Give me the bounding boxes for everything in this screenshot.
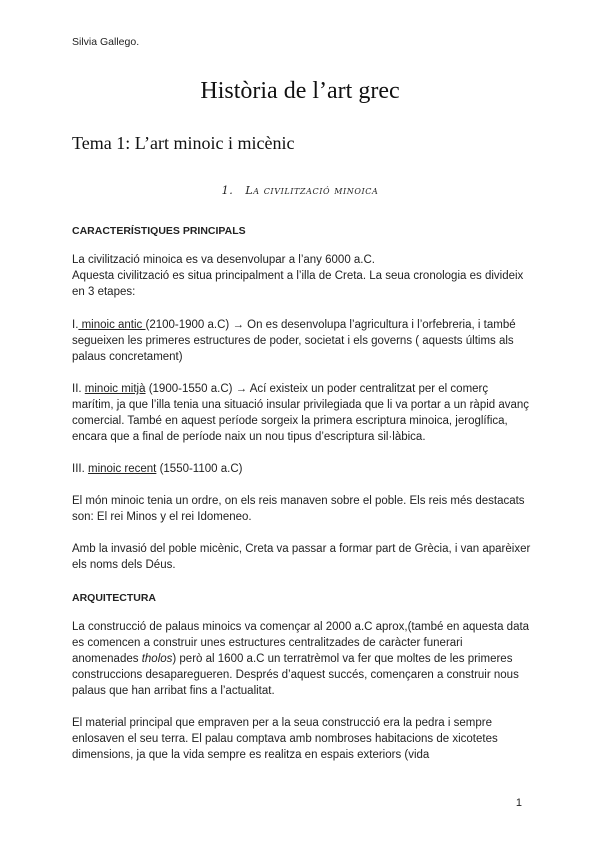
architecture-p1-text-b: ) però al 1600 a.C un terratrèmol va fer que moltes de les primeres construccions desaparegueren. Després d’aquest succés, començaren a construir nous palaus que han arribat fins a l’actualitat.	[72, 653, 519, 697]
stage-3-name: minoic recent	[87, 463, 157, 475]
invasion-paragraph: Amb la invasió del poble micènic, Creta va passar a formar part de Grècia, i van aparèixer els noms dels Déus.	[72, 543, 531, 571]
document-title: Història de l’art grec	[200, 78, 400, 104]
section-number: 1.	[221, 184, 234, 197]
section-heading	[0, 184, 600, 197]
intro-line-1: La civilització minoica es va desenvolupar a l’any 6000 a.C.	[72, 254, 375, 266]
architecture-paragraph-2: El material principal que empraven per a la seua construcció era la pedra i sempre enlosaven el seu terra. El palau comptava amb nombroses habitacions de xicotetes dimensions, ja que la vida sempre es realitza en espais exteriors (vida	[72, 717, 498, 761]
characteristics-heading: CARACTERÍSTIQUES PRINCIPALS	[72, 225, 246, 237]
section-title: La civilització minoica	[245, 184, 379, 197]
stage-1-prefix: I.	[72, 319, 79, 331]
kings-paragraph: El món minoic tenia un ordre, on els reis manaven sobre el poble. Els reis més destacats son: El rei Minos y el rei Idomeneo.	[72, 495, 525, 523]
intro-paragraph	[72, 252, 532, 300]
tholos-term: tholos	[141, 653, 173, 665]
topic-heading: Tema 1: L’art minoic i micènic	[72, 133, 295, 153]
stage-2-paragraph	[72, 381, 532, 445]
stage-3-text: (1550-1100 a.C)	[156, 463, 243, 475]
author-name: Silvia Gallego.	[72, 36, 140, 48]
architecture-heading: ARQUITECTURA	[72, 592, 156, 604]
architecture-p1-text-a: La construcció de palaus minoics va començar al 2000 a.C aprox,(també en aquesta data es comencen a construir unes estructures centralitzades de caràcter funerari anomenades	[72, 621, 530, 665]
stage-1-name: minoic antic	[78, 319, 146, 331]
stage-2-name: minoic mitjà	[84, 383, 146, 395]
stage-3-paragraph	[72, 461, 532, 477]
page-number: 1	[515, 797, 522, 809]
stage-2-text: (1900-1550 a.C) → Ací existeix un poder centralitzat per el comerç marítim, ja que l’illa tenia una situació insular privilegiada que li va portar a un ràpid avanç comercial. També en aquest període sorgeix la primera escriptura minoica, jeroglífica, encara que a final de període naix un nou tipus d’escriptura sil·làbica.	[72, 383, 530, 443]
architecture-paragraph-1	[72, 619, 532, 699]
stage-3-prefix: III.	[72, 463, 85, 475]
stage-1-paragraph	[72, 317, 532, 365]
stage-1-text: (2100-1900 a.C) → On es desenvolupa l’agricultura i l’orfebreria, i també segueixen les primeres estructures de poder, societat i els governs ( aquests últims als palaus concretament)	[72, 319, 516, 363]
intro-line-2: Aquesta civilització es situa principalment a l’illa de Creta. La seua cronologia es divideix en 3 etapes:	[72, 270, 524, 298]
stage-2-prefix: II.	[72, 383, 82, 395]
